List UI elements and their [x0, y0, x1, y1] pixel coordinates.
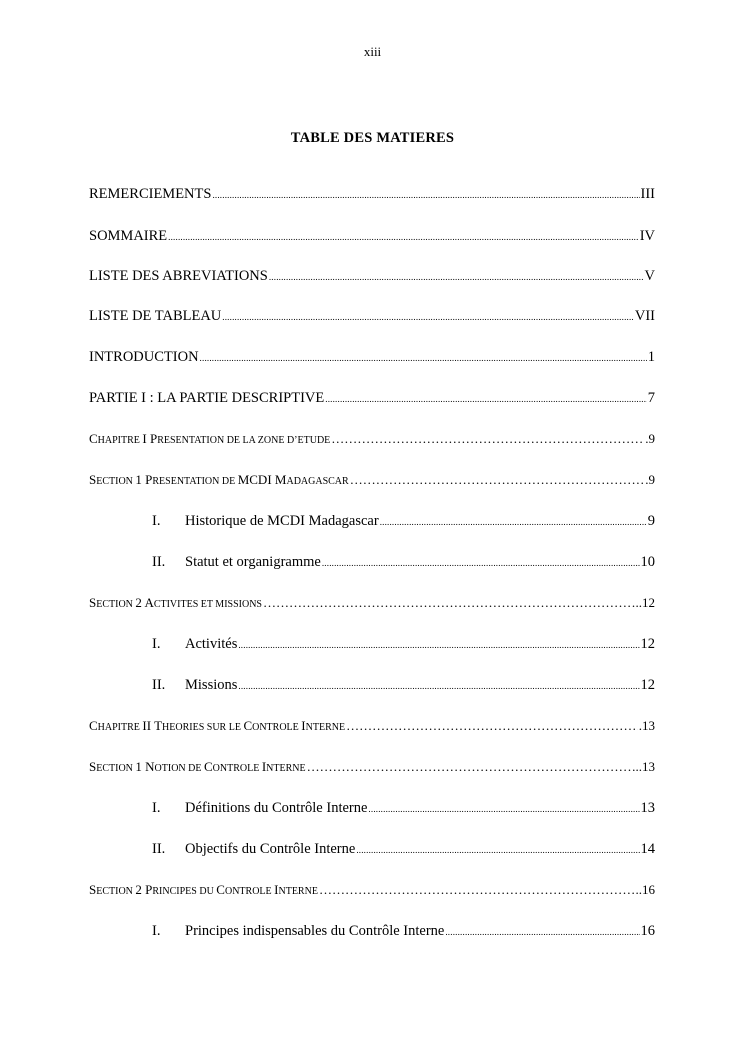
toc-entry-label: Historique de MCDI Madagascar: [185, 513, 379, 529]
toc-entry-label: Missions: [185, 677, 238, 693]
toc-entry-page: 7: [647, 390, 655, 406]
toc-entry-principes-indispensables[interactable]: [152, 922, 655, 940]
dot-leader: [445, 923, 639, 941]
dot-leader: [380, 513, 647, 531]
toc-entry-number: II.: [152, 554, 166, 570]
toc-entry-label: LISTE DES ABREVIATIONS: [89, 268, 268, 284]
dot-leader: [350, 471, 645, 489]
toc-entry-objectifs[interactable]: [152, 840, 655, 858]
toc-entry-label: REMERCIEMENTS: [89, 186, 212, 202]
dot-leader: [319, 881, 635, 899]
toc-entry-historique[interactable]: [152, 512, 655, 530]
toc-entry-page: .9: [645, 472, 655, 487]
toc-entry-page: 9: [647, 513, 655, 529]
dot-leader: [346, 717, 638, 735]
toc-entry-label: CHAPITRE I PRESENTATION DE LA ZONE D’ETUDE: [89, 431, 331, 446]
toc-entry-page: 12: [640, 677, 655, 693]
dot-leader: [269, 268, 644, 286]
toc-entry-label: SECTION 2 PRINCIPES DU CONTROLE INTERNE: [89, 882, 318, 897]
toc-entry-section-2-activites[interactable]: [89, 594, 655, 612]
toc-entry-number: II.: [152, 841, 166, 857]
page-number: xiii: [363, 44, 382, 59]
dot-leader: [168, 228, 639, 246]
toc-entry-label: SECTION 1 PRESENTATION DE MCDI MADAGASCAR: [89, 472, 349, 487]
toc-entry-page: 13: [640, 800, 655, 816]
toc-entry-page: V: [644, 268, 655, 284]
toc-entry-partie-1[interactable]: [89, 389, 655, 407]
dot-leader: [331, 430, 644, 448]
toc-entry-page: IV: [639, 228, 655, 244]
toc-entry-page: ..12: [635, 595, 655, 610]
dot-leader: [356, 841, 639, 859]
toc-entry-sommaire[interactable]: [89, 227, 655, 245]
dot-leader: [307, 758, 635, 776]
toc-entry-chapitre-2[interactable]: [89, 717, 655, 735]
toc-entry-missions[interactable]: [152, 676, 655, 694]
toc-entry-label: SOMMAIRE: [89, 228, 168, 244]
toc-entry-page: ..13: [635, 759, 655, 774]
dot-leader: [263, 594, 635, 612]
toc-entry-liste-abreviations[interactable]: [89, 267, 655, 285]
toc-entry-label: Principes indispensables du Contrôle Interne: [185, 923, 445, 939]
dot-leader: [212, 186, 639, 204]
toc-title: TABLE DES MATIERES: [290, 130, 455, 146]
dot-leader: [238, 636, 639, 654]
toc-entry-page: 12: [640, 636, 655, 652]
toc-entry-label: INTRODUCTION: [89, 349, 199, 365]
toc-entry-page: 14: [640, 841, 655, 857]
toc-entry-section-1-notion[interactable]: [89, 758, 655, 776]
toc-entry-number: I.: [152, 800, 161, 816]
toc-entry-label: SECTION 2 ACTIVITES ET MISSIONS: [89, 595, 262, 610]
toc-entry-section-2-principes[interactable]: [89, 881, 655, 899]
toc-entry-liste-tableau[interactable]: [89, 307, 655, 325]
toc-entry-page: VII: [634, 308, 655, 324]
dot-leader: [322, 554, 640, 572]
toc-entry-remerciements[interactable]: [89, 185, 655, 203]
toc-entry-page: .13: [638, 718, 655, 733]
toc-entry-label: Objectifs du Contrôle Interne: [185, 841, 356, 857]
toc-entry-activites[interactable]: [152, 635, 655, 653]
toc-entry-page: 16: [640, 923, 655, 939]
toc-entry-page: .9: [645, 431, 655, 446]
toc-entry-number: I.: [152, 636, 161, 652]
toc-entry-statut[interactable]: [152, 553, 655, 571]
toc-entry-section-1-presentation[interactable]: [89, 471, 655, 489]
dot-leader: [238, 677, 639, 695]
toc-entry-introduction[interactable]: [89, 348, 655, 366]
dot-leader: [325, 390, 647, 408]
toc-entry-label: Définitions du Contrôle Interne: [185, 800, 368, 816]
dot-leader: [200, 349, 647, 367]
toc-entry-number: II.: [152, 677, 166, 693]
toc-entry-definitions[interactable]: [152, 799, 655, 817]
toc-entry-chapitre-1[interactable]: [89, 430, 655, 448]
toc-entry-page: 10: [640, 554, 655, 570]
toc-entry-page: ..16: [635, 882, 655, 897]
dot-leader: [368, 800, 639, 818]
toc-entry-label: SECTION 1 NOTION DE CONTROLE INTERNE: [89, 759, 306, 774]
toc-entry-label: CHAPITRE II THEORIES SUR LE CONTROLE INTERNE: [89, 718, 346, 733]
toc-entry-number: I.: [152, 513, 161, 529]
toc-entry-page: III: [640, 186, 655, 202]
toc-entry-label: Statut et organigramme: [185, 554, 321, 570]
toc-entry-label: Activités: [185, 636, 238, 652]
dot-leader: [222, 308, 634, 326]
toc-entry-label: PARTIE I : LA PARTIE DESCRIPTIVE: [89, 390, 325, 406]
toc-entry-page: 1: [647, 349, 655, 365]
toc-entry-label: LISTE DE TABLEAU: [89, 308, 222, 324]
toc-entry-number: I.: [152, 923, 161, 939]
